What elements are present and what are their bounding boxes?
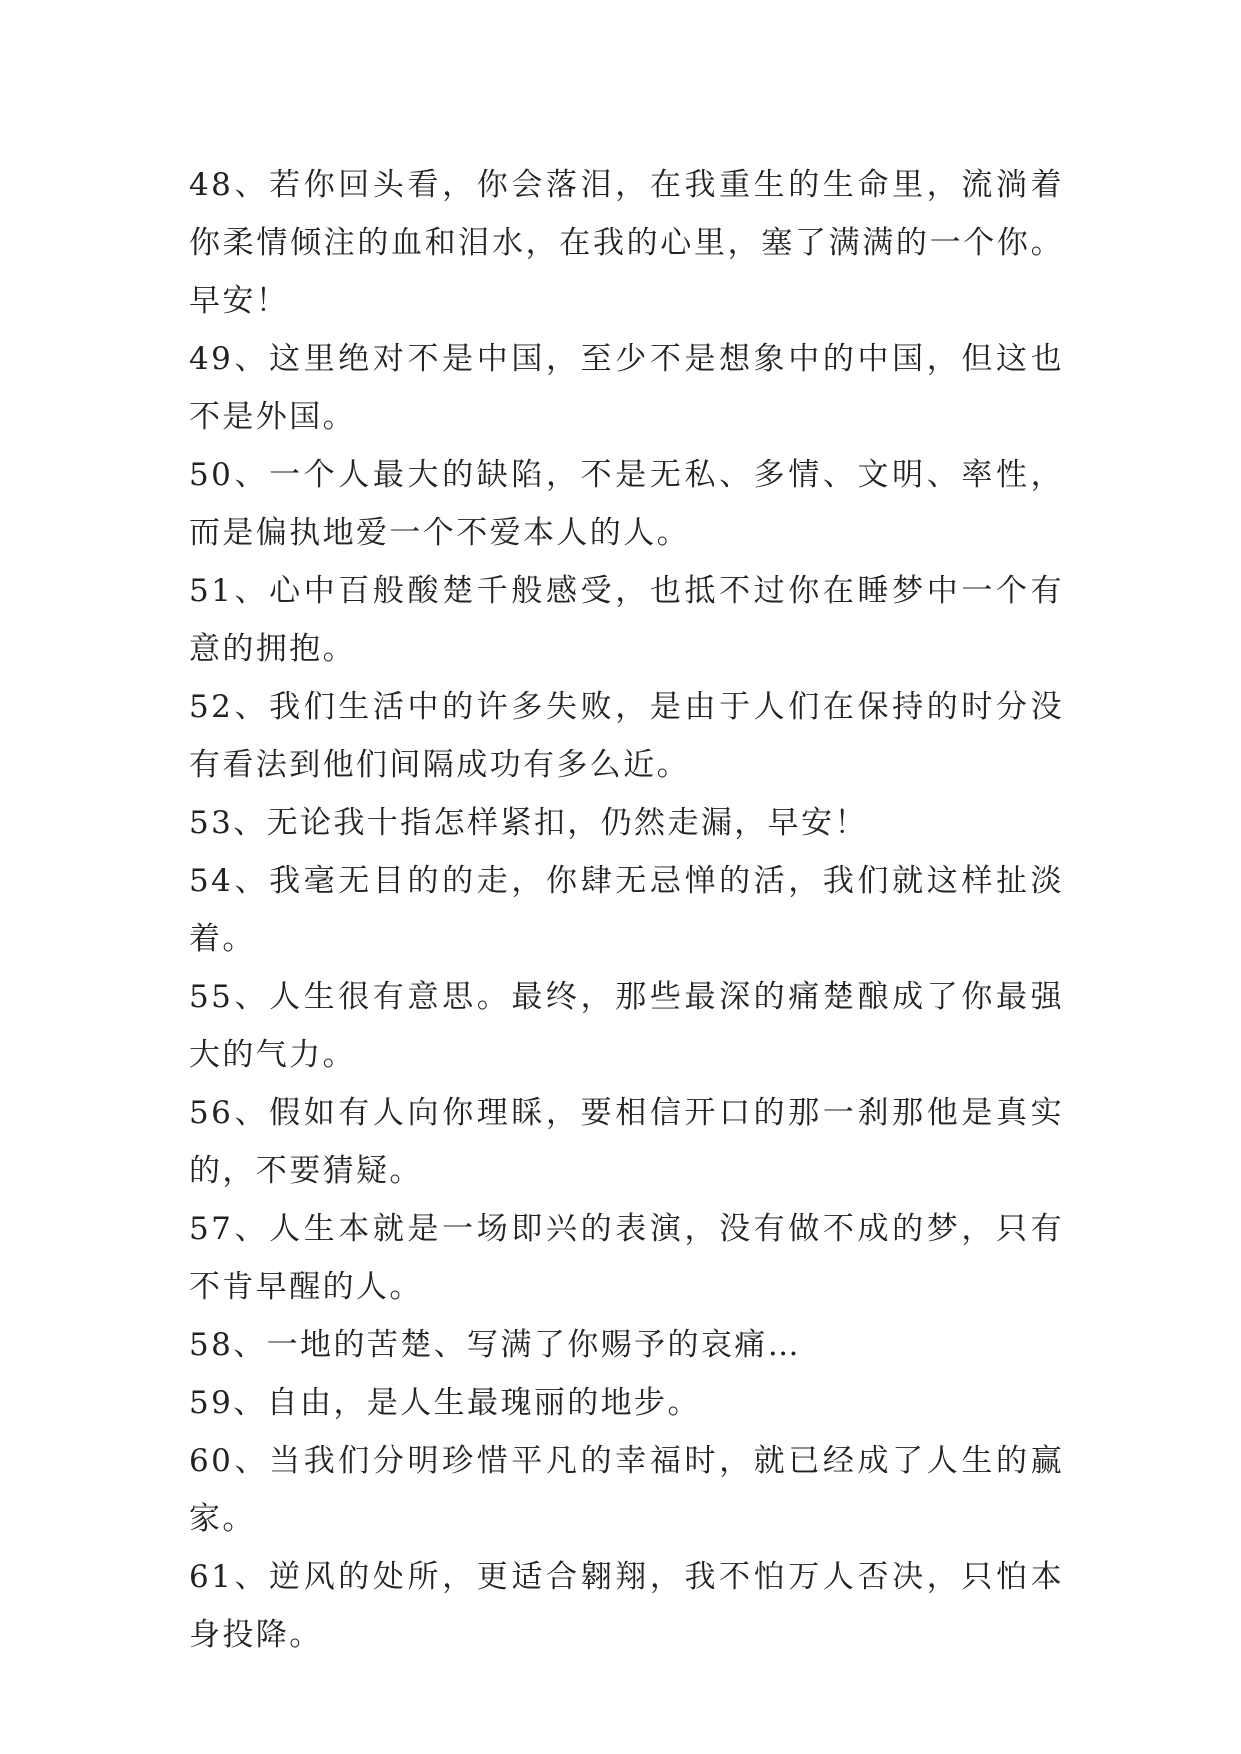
list-item: 48、若你回头看，你会落泪，在我重生的生命里，流淌着你柔情倾注的血和泪水，在我的心里，塞了满满的一个你。早安！ (189, 167, 1064, 319)
list-item: 61、逆风的处所，更适合翱翔，我不怕万人否决，只怕本身投降。 (189, 1559, 1064, 1653)
list-item: 59、自由，是人生最瑰丽的地步。 (189, 1385, 701, 1421)
list-item: 56、假如有人向你理睬，要相信开口的那一刹那他是真实的，不要猜疑。 (189, 1095, 1064, 1189)
list-item: 53、无论我十指怎样紧扣，仍然走漏，早安！ (189, 805, 868, 841)
list-item: 58、一地的苦楚、写满了你赐予的哀痛… (189, 1327, 802, 1363)
list-item: 60、当我们分明珍惜平凡的幸福时，就已经成了人生的赢家。 (189, 1443, 1064, 1537)
list-item: 50、一个人最大的缺陷，不是无私、多情、文明、率性，而是偏执地爱一个不爱本人的人。 (189, 457, 1064, 551)
list-item: 55、人生很有意思。最终，那些最深的痛楚酿成了你最强大的气力。 (189, 979, 1064, 1073)
list-item: 51、心中百般酸楚千般感受，也抵不过你在睡梦中一个有意的拥抱。 (189, 573, 1064, 667)
list-item: 52、我们生活中的许多失败，是由于人们在保持的时分没有看法到他们间隔成功有多么近。 (189, 689, 1064, 783)
quote-list (189, 156, 1064, 1664)
list-item: 49、这里绝对不是中国，至少不是想象中的中国，但这也不是外国。 (189, 341, 1064, 435)
list-item: 57、人生本就是一场即兴的表演，没有做不成的梦，只有不肯早醒的人。 (189, 1211, 1064, 1305)
list-item: 54、我毫无目的的走，你肆无忌惮的活，我们就这样扯淡着。 (189, 863, 1064, 957)
